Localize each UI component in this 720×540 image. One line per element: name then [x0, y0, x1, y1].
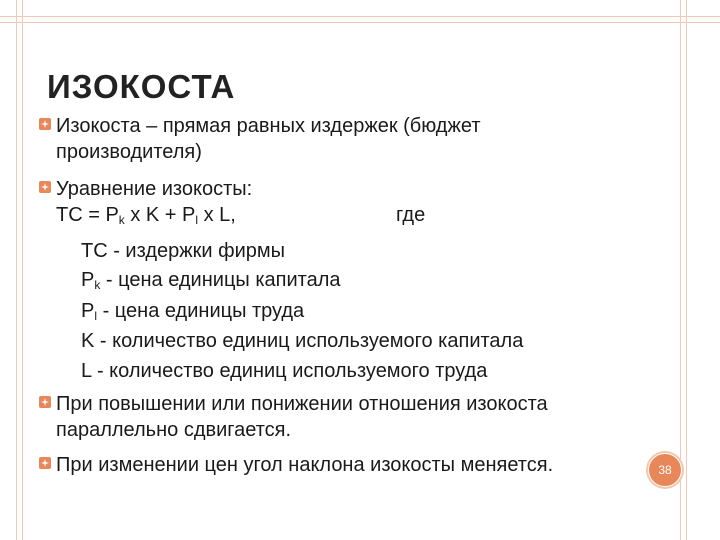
definition-pk-symbol: P: [81, 269, 95, 291]
definition-pl-sub: l: [94, 309, 98, 323]
bullet-marker-icon: [38, 395, 52, 409]
definition-pl: [81, 298, 304, 329]
bullet-marker-icon: [38, 117, 52, 131]
bullet-isocost-slope: [56, 452, 553, 478]
bullet-marker-icon: [38, 180, 52, 194]
bullet-text-line: При изменении цен угол наклона изокосты меняется.: [56, 454, 554, 476]
equation-where: где: [396, 204, 426, 226]
definition-pl-text: - цена единицы труда: [97, 300, 305, 322]
bullet-text-line: Изокоста – прямая равных издержек (бюджет: [56, 115, 481, 137]
slide-title: ИЗОКОСТА: [47, 68, 236, 105]
page-number-badge: [646, 451, 684, 489]
definition-k: K - количество единиц используемого капитала: [81, 330, 524, 352]
bullet-text-line: При повышении или понижении отношения изокоста: [56, 393, 548, 415]
bullet-text-line: производителя): [56, 141, 202, 163]
bullet-isocost-shift: [56, 391, 548, 443]
definition-l: L - количество единиц используемого труда: [81, 360, 488, 382]
equation-sub-k: k: [118, 213, 125, 227]
definition-tc: TC - издержки фирмы: [81, 240, 285, 262]
definition-pk: [81, 267, 341, 298]
bullet-isocost-definition: [56, 113, 480, 165]
equation-line: [56, 202, 456, 233]
definition-pl-symbol: P: [81, 300, 95, 322]
equation-tc: TC = P: [56, 204, 119, 226]
bullet-marker-icon: [38, 456, 52, 470]
bullet-text-line: параллельно сдвигается.: [56, 419, 292, 441]
definition-pk-text: - цена единицы капитала: [100, 269, 341, 291]
page-number: 38: [648, 453, 682, 487]
equation-sub-l: l: [195, 213, 199, 227]
bullet-isocost-equation: [56, 176, 456, 233]
equation-l-term: x L,: [198, 204, 236, 226]
bullet-text-line: Уравнение изокосты:: [56, 178, 253, 200]
equation-k-term: x K + P: [124, 204, 196, 226]
frame-left-border: [16, 0, 23, 540]
frame-top-border: [0, 16, 720, 23]
definition-pk-sub: k: [94, 278, 101, 292]
